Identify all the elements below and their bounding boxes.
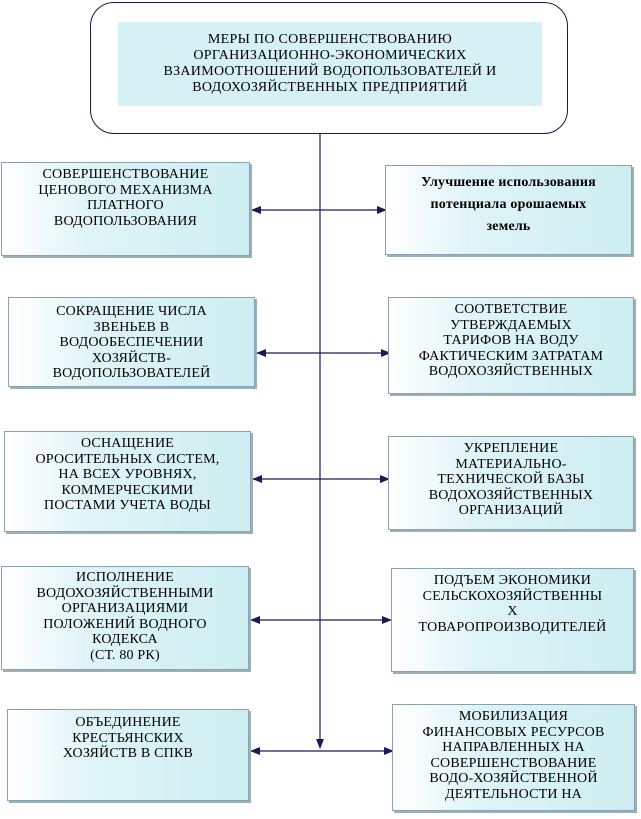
right-box-1-text: Улучшение использования потенциала орошаемых земель [421,175,596,234]
right-box-2-text: СООТВЕТСТВИЕ УТВЕРЖДАЕМЫХ ТАРИФОВ НА ВОДУ ФАКТИЧЕСКИМ ЗАТРАТАМ ВОДОХОЗЯЙСТВЕННЫХ [418,302,604,379]
right-box-5 [392,704,635,811]
left-box-5-text: ОБЪЕДИНЕНИЕ КРЕСТЬЯНСКИХ ХОЗЯЙСТВ В СПКВ [62,715,194,761]
left-box-1 [1,162,250,256]
left-box-3 [4,431,251,532]
right-box-3-text: УКРЕПЛЕНИЕ МАТЕРИАЛЬНО- ТЕХНИЧЕСКОЙ БАЗЫ ВОДОХОЗЯЙСТВЕННЫХ ОРГАНИЗАЦИЙ [428,441,594,518]
right-box-4-text: ПОДЪЕМ ЭКОНОМИКИ СЕЛЬСКОХОЗЯЙСТВЕННЫ Х ТОВАРОПРОИЗВОДИТЕЛЕЙ [418,573,607,635]
left-box-2 [8,297,255,387]
left-box-2-text: СОКРАЩЕНИЕ ЧИСЛА ЗВЕНЬЕВ В ВОДООБЕСПЕЧЕНИИ ХОЗЯЙСТВ- ВОДОПОЛЬЗОВАТЕЛЕЙ [52,304,211,381]
left-box-3-text: ОСНАЩЕНИЕ ОРОСИТЕЛЬНЫХ СИСТЕМ, НА ВСЕХ УРОВНЯХ, КОММЕРЧЕСКИМИ ПОСТАМИ УЧЕТА ВОДЫ [35,436,220,513]
right-box-1 [385,165,632,255]
left-box-4 [1,566,249,670]
right-box-2 [388,297,634,394]
right-box-3 [388,436,634,530]
left-box-4-text: ИСПОЛНЕНИЕ ВОДОХОЗЯЙСТВЕННЫМИ ОРГАНИЗАЦИЯМИ ПОЛОЖЕНИЙ ВОДНОГО КОДЕКСА (СТ. 80 РК) [36,570,214,663]
right-box-5-text: МОБИЛИЗАЦИЯ ФИНАНСОВЫХ РЕСУРСОВ НАПРАВЛЕННЫХ НА СОВЕРШЕНСТВОВАНИЕ ВОДО-ХОЗЯЙСТВЕННОЙ ДЕЯТЕЛЬНОСТИ НА [422,709,605,802]
left-box-1-text: СОВЕРШЕНСТВОВАНИЕ ЦЕНОВОГО МЕХАНИЗМА ПЛАТНОГО ВОДОПОЛЬЗОВАНИЯ [38,167,213,229]
right-box-4 [391,568,634,672]
diagram-title: МЕРЫ ПО СОВЕРШЕНСТВОВАНИЮ ОРГАНИЗАЦИОННО-ЭКОНОМИЧЕСКИХ ВЗАИМООТНОШЕНИЙ ВОДОПОЛЬЗОВАТЕЛЕЙ И ВОДОХОЗЯЙСТВЕННЫХ ПРЕДПРИЯТИЙ [163,32,497,95]
left-box-5 [7,709,249,801]
